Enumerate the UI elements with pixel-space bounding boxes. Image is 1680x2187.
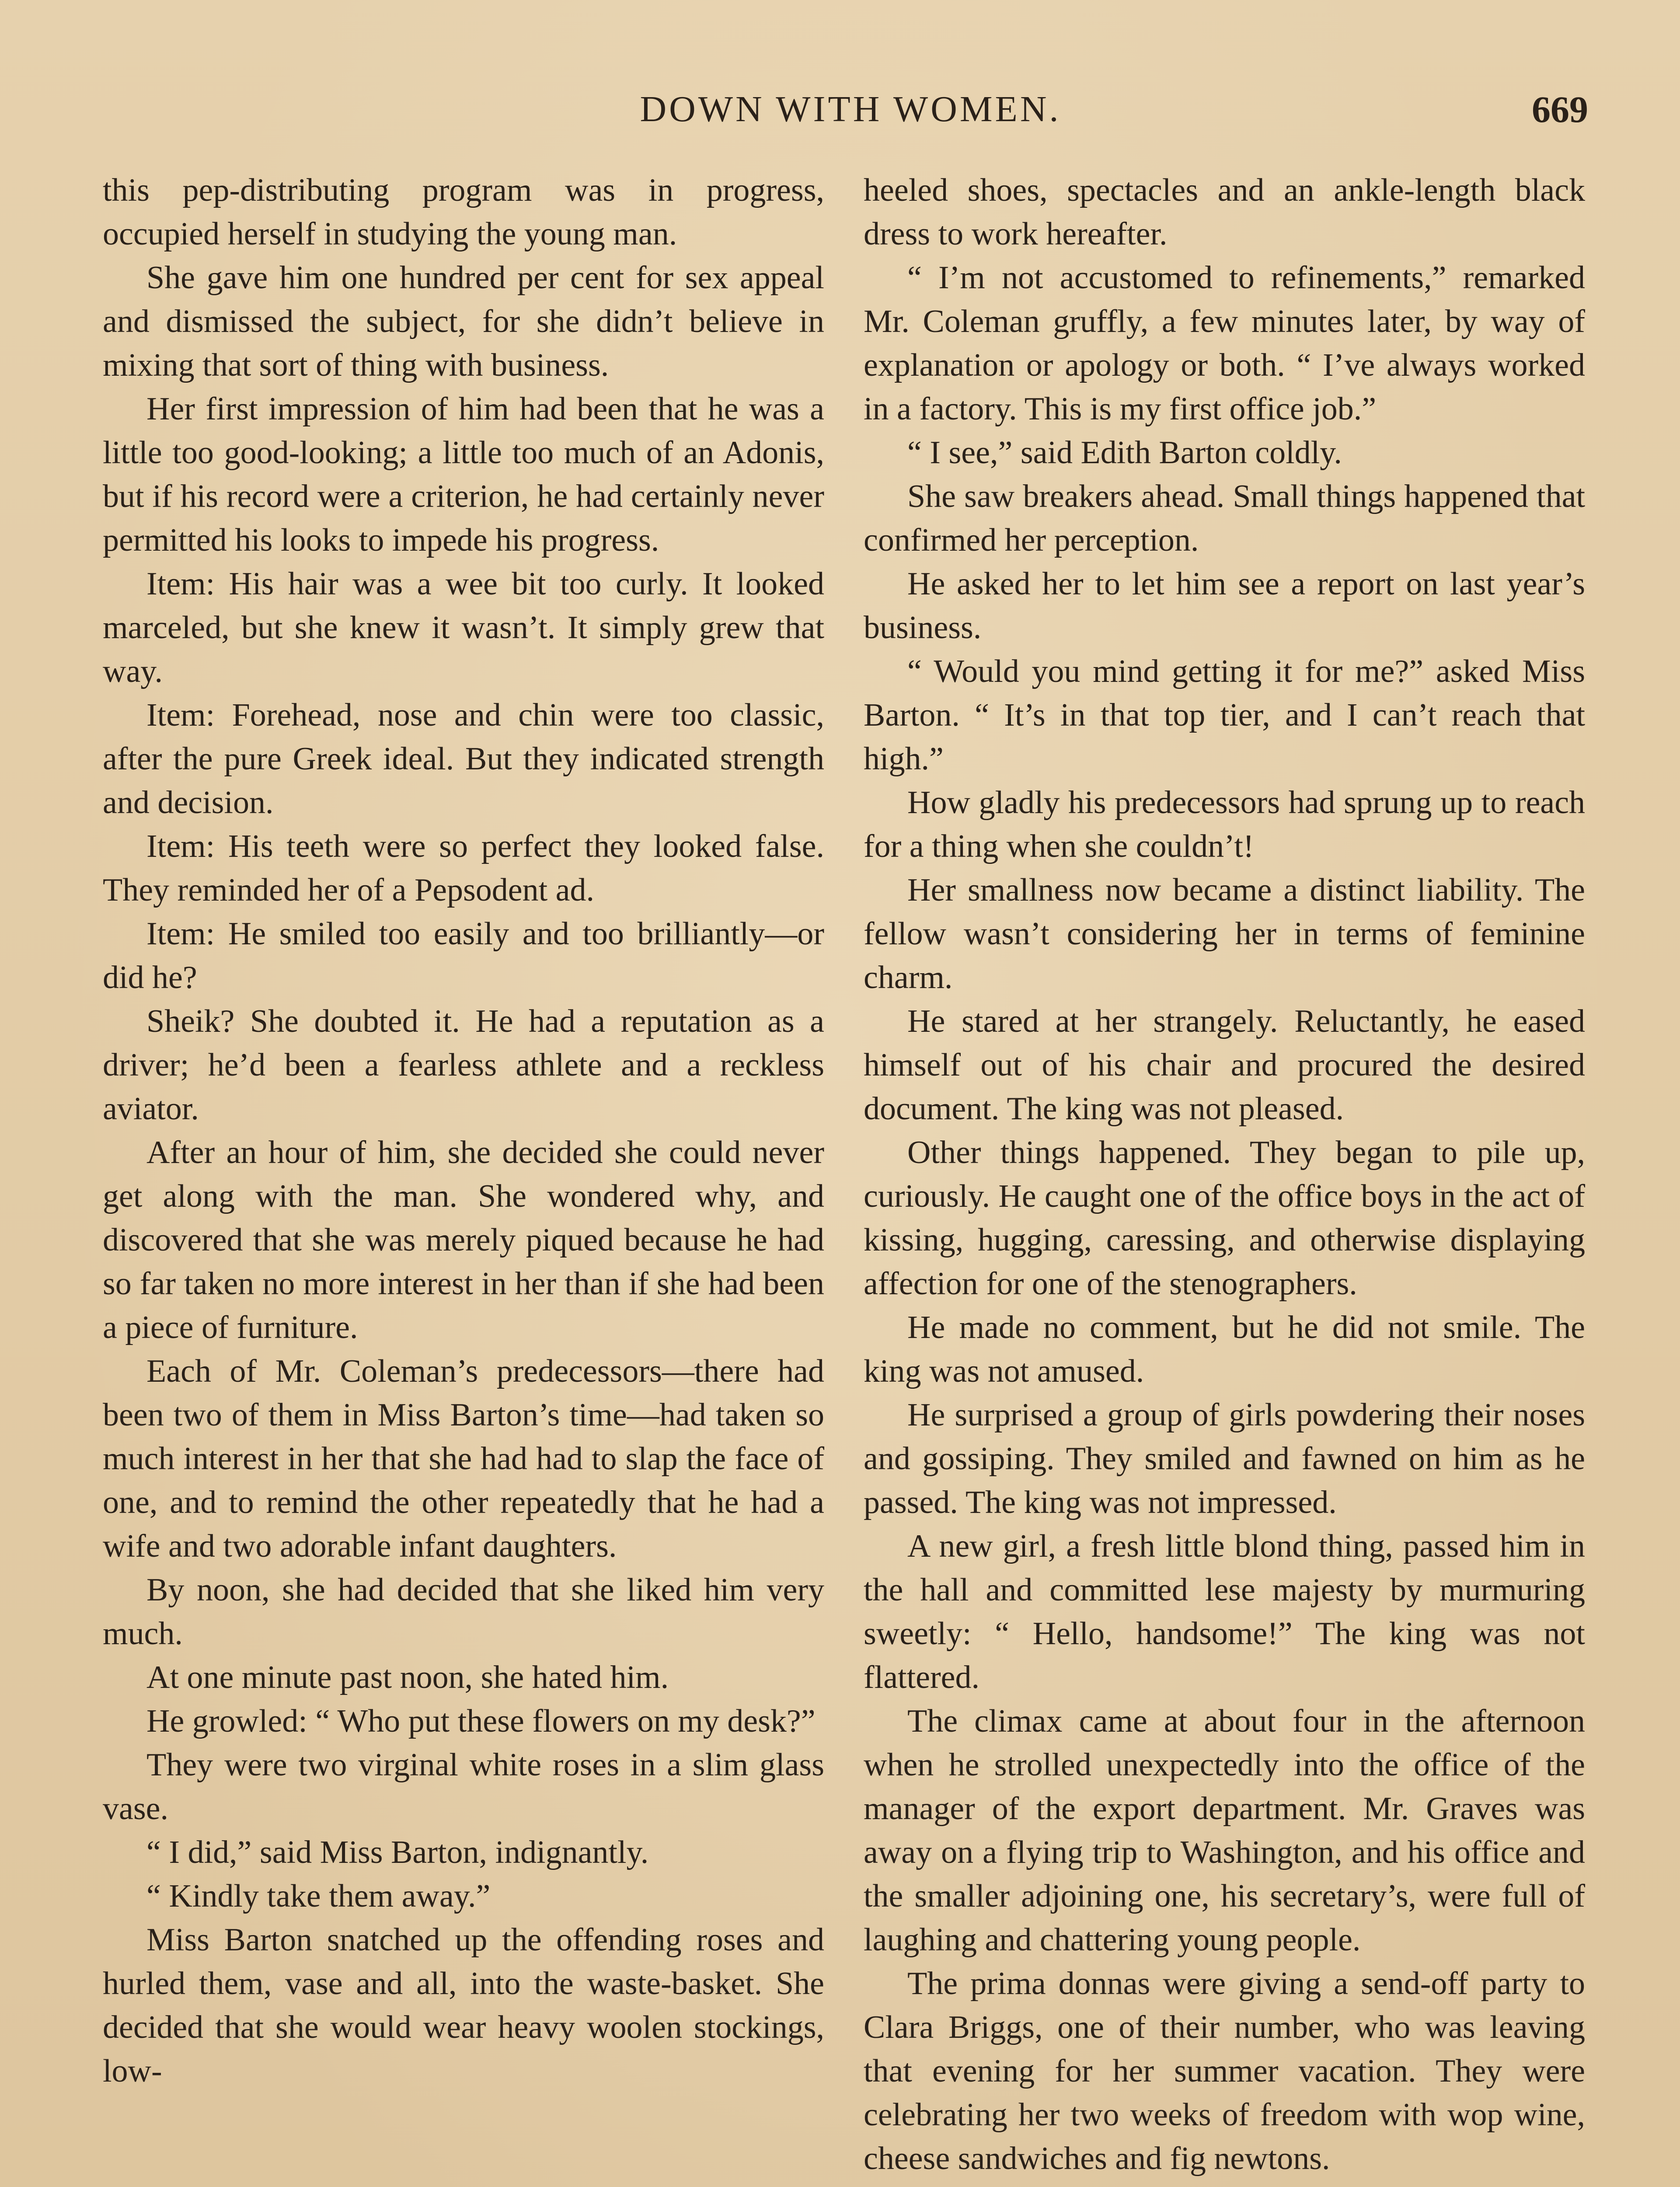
paragraph: He asked her to let him see a report on last year’s business. bbox=[864, 566, 1585, 646]
right-column bbox=[864, 168, 1585, 2187]
paragraph: Item: Forehead, nose and chin were too classic, after the pure Greek ideal. But they indicated strength and decision. bbox=[103, 697, 824, 821]
paragraph: After an hour of him, she decided she could never get along with the man. She wondered why, and discovered that she was merely piqued because he had so far taken no more interest in her than if she had been a piece of furniture. bbox=[103, 1135, 824, 1345]
paragraph: The prima donnas were giving a send-off party to Clara Briggs, one of their number, who was leaving that evening for her summer vacation. They were celebrating her two weeks of freedom with wop wine, cheese sandwiches and fig newtons. bbox=[864, 1966, 1585, 2177]
paragraph: Miss Barton snatched up the offending roses and hurled them, vase and all, into the waste-basket. She decided that she would wear heavy woolen stockings, low- bbox=[103, 1922, 824, 2089]
paragraph: Other things happened. They began to pile up, curiously. He caught one of the office boys in the act of kissing, hugging, caressing, and otherwise displaying affection for one of the stenographers. bbox=[864, 1135, 1585, 1302]
paragraph: Sheik? She doubted it. He had a reputation as a driver; he’d been a fearless athlete and a reckless aviator. bbox=[103, 1003, 824, 1127]
paragraph: this pep-distributing program was in progress, occupied herself in studying the young man. bbox=[103, 172, 824, 252]
paragraph: heeled shoes, spectacles and an ankle-length black dress to work hereafter. bbox=[864, 172, 1585, 252]
paragraph: He surprised a group of girls powdering their noses and gossiping. They smiled and fawned on him as he passed. The king was not impressed. bbox=[864, 1397, 1585, 1520]
paragraph: “ I’m not accustomed to refinements,” remarked Mr. Coleman gruffly, a few minutes later, by way of explanation or apology or both. “ I’ve always worked in a factory. This is my first office job.” bbox=[864, 260, 1585, 427]
paragraph: She saw breakers ahead. Small things happened that confirmed her perception. bbox=[864, 479, 1585, 558]
paragraph: She gave him one hundred per cent for sex appeal and dismissed the subject, for she didn’t believe in mixing that sort of thing with business. bbox=[103, 260, 824, 383]
paragraph: He made no comment, but he did not smile. The king was not amused. bbox=[864, 1310, 1585, 1389]
paragraph: “ I see,” said Edith Barton coldly. bbox=[907, 435, 1342, 471]
paragraph: He stared at her strangely. Reluctantly, he eased himself out of his chair and procured the desired document. The king was not pleased. bbox=[864, 1003, 1585, 1127]
paragraph: Her first impression of him had been that he was a little too good-looking; a little too much of an Adonis, but if his record were a criterion, he had certainly never permitted his looks to impede his progress. bbox=[103, 391, 824, 558]
paragraph: Item: He smiled too easily and too brilliantly—or did he? bbox=[103, 916, 824, 996]
paragraph: How gladly his predecessors had sprung up to reach for a thing when she couldn’t! bbox=[864, 785, 1585, 864]
running-head bbox=[0, 83, 1680, 136]
paragraph: They were two virginal white roses in a slim glass vase. bbox=[103, 1747, 824, 1827]
paragraph: Item: His teeth were so perfect they looked false. They reminded her of a Pepsodent ad. bbox=[103, 828, 824, 908]
paragraph: Her smallness now became a distinct liability. The fellow wasn’t considering her in terms of feminine charm. bbox=[864, 872, 1585, 996]
running-title: DOWN WITH WOMEN. bbox=[640, 89, 1061, 129]
paragraph: A new girl, a fresh little blond thing, passed him in the hall and committed lese majesty by murmuring sweetly: “ Hello, handsome!” The king was not flattered. bbox=[864, 1528, 1585, 1695]
paragraph: “ I did,” said Miss Barton, indignantly. bbox=[146, 1834, 649, 1870]
page-number: 669 bbox=[1532, 88, 1588, 130]
paragraph: “ Kindly take them away.” bbox=[146, 1878, 491, 1914]
paragraph: By noon, she had decided that she liked him very much. bbox=[103, 1572, 824, 1652]
paragraph: The climax came at about four in the afternoon when he strolled unexpectedly into the office of the manager of the export department. Mr. Graves was away on a flying trip to Washington, and his office and the smaller adjoining one, his secretary’s, were full of laughing and chattering young people. bbox=[864, 1703, 1585, 1958]
paragraph: “ Would you mind getting it for me?” asked Miss Barton. “ It’s in that top tier, and I can’t reach that high.” bbox=[864, 653, 1585, 777]
paragraph: Item: His hair was a wee bit too curly. It looked marceled, but she knew it wasn’t. It simply grew that way. bbox=[103, 566, 824, 689]
paragraph: At one minute past noon, she hated him. bbox=[146, 1659, 669, 1695]
left-column bbox=[103, 168, 824, 2187]
paragraph: He growled: “ Who put these flowers on my desk?” bbox=[146, 1703, 816, 1739]
paragraph: Each of Mr. Coleman’s predecessors—there had been two of them in Miss Barton’s time—had taken so much interest in her that she had had to slap the face of one, and to remind the other repeatedly that he had a wife and two adorable infant daughters. bbox=[103, 1353, 824, 1564]
